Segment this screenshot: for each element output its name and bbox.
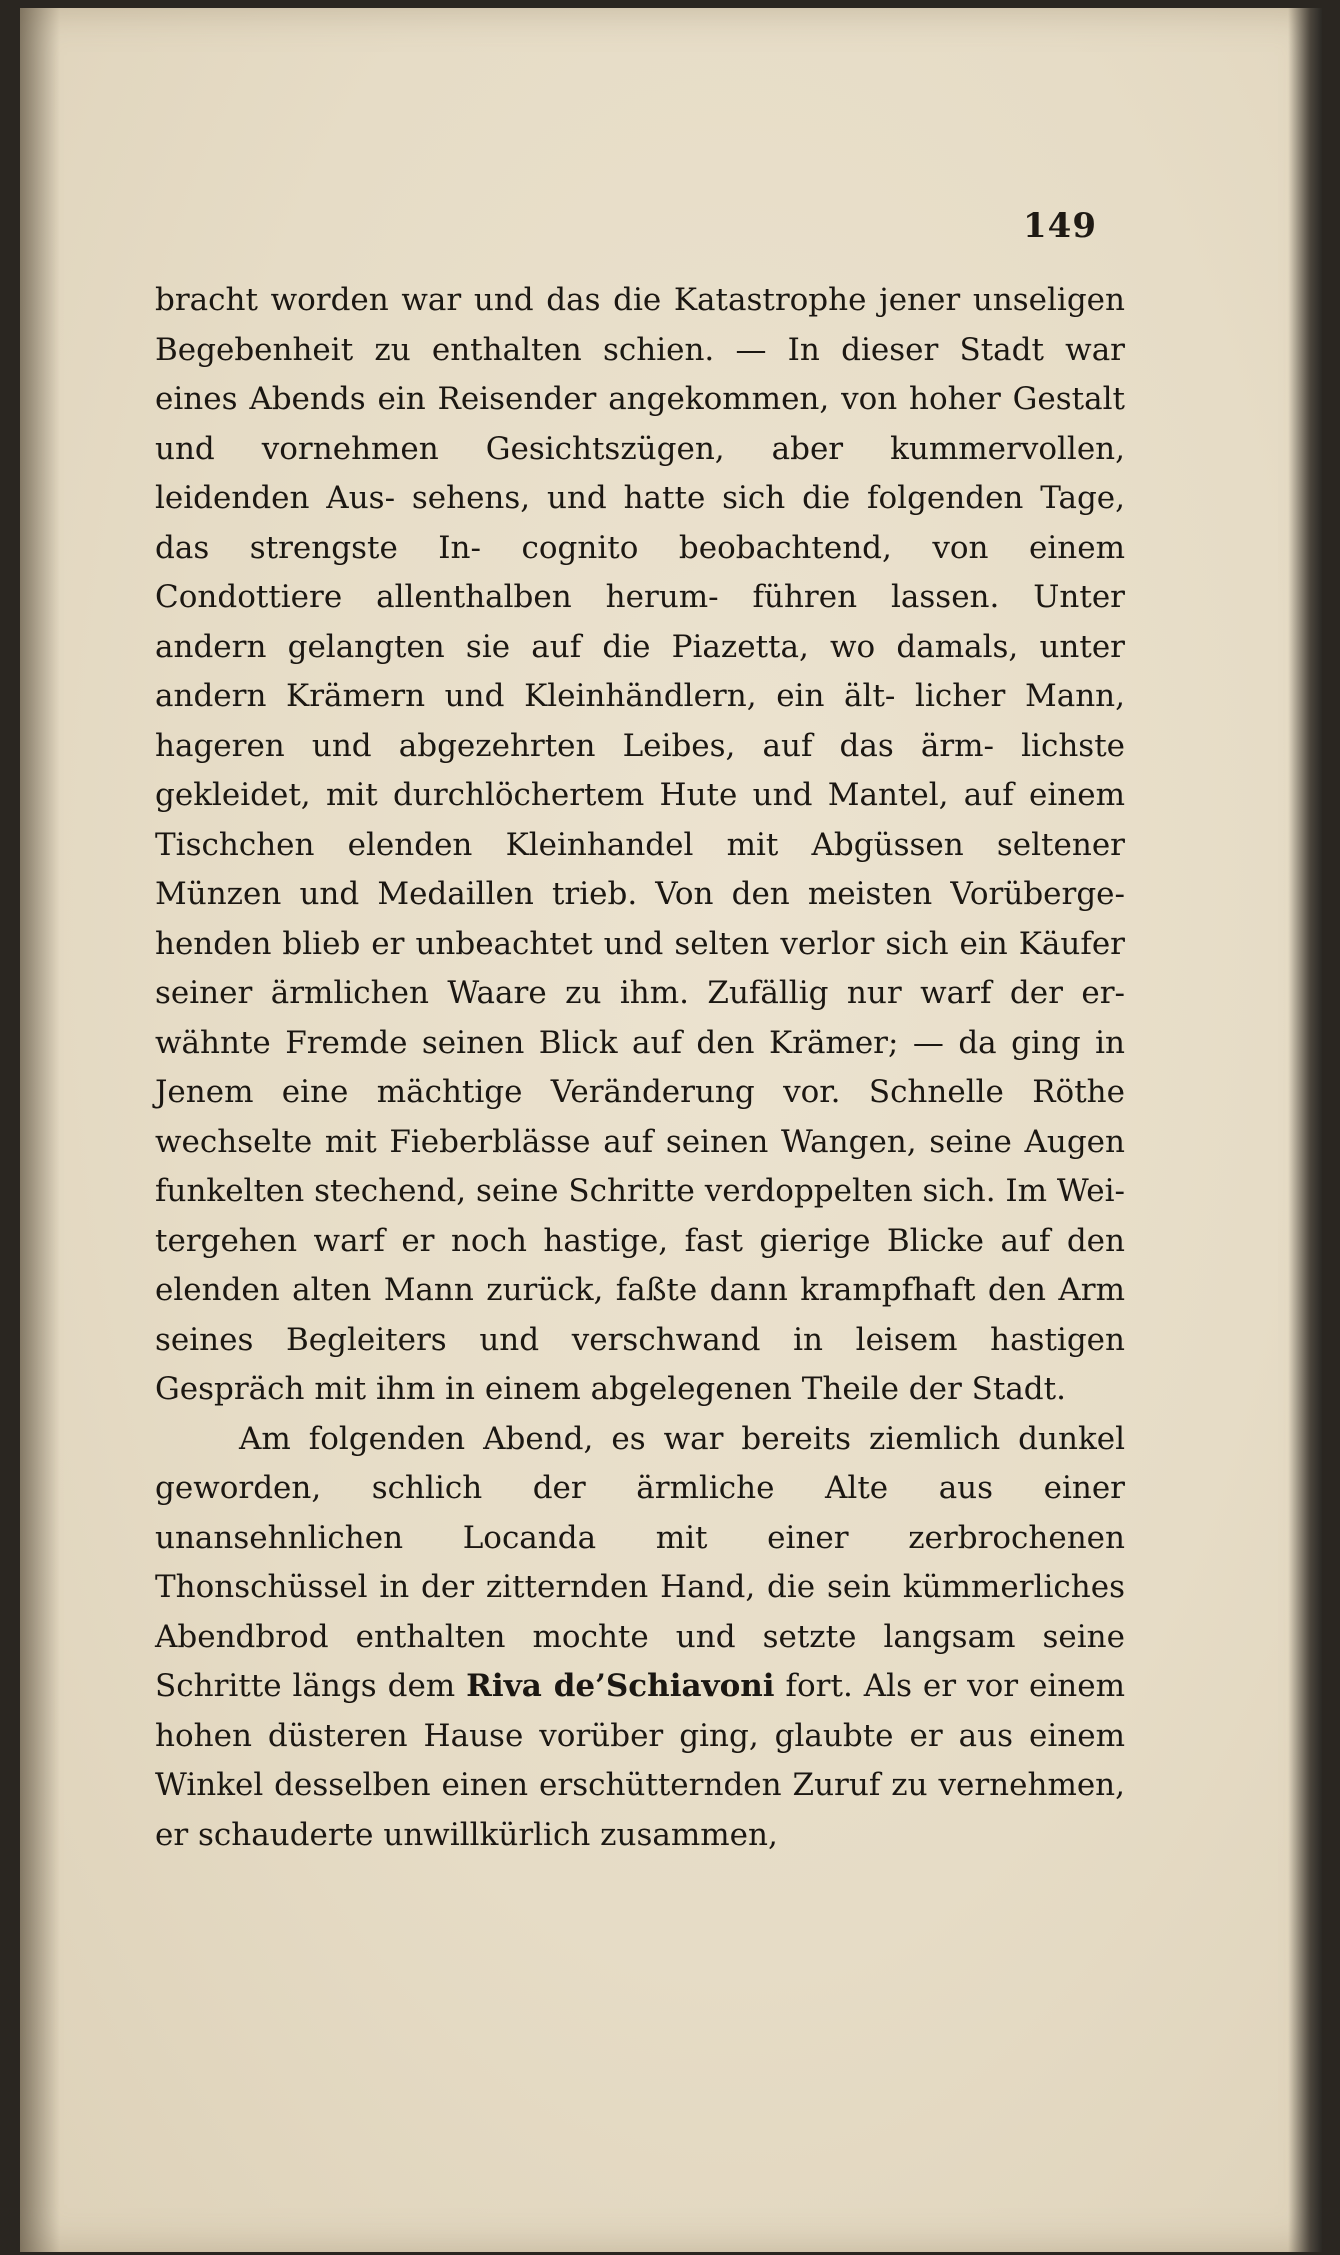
page-gutter-shadow	[20, 8, 60, 2252]
body-text	[155, 276, 1125, 1860]
paragraph-1: bracht worden war und das die Katastrophe jener unseligen Begebenheit zu enthalten schien. — In dieser Stadt war eines Abends ein Reisender angekommen, von hoher Gestalt und vornehmen Gesichtszügen, aber kummervollen, leidenden Aus- sehens, und hatte sich die folgenden Tage, das strengste In- cognito beobachtend, von einem Condottiere allenthalben herum- führen lassen. Unter andern gelangten sie auf die Piazetta, wo damals, unter andern Krämern und Kleinhändlern, ein ält- licher Mann, hageren und abgezehrten Leibes, auf das ärm- lichste gekleidet, mit durchlöchertem Hute und Mantel, auf einem Tischchen elenden Kleinhandel mit Abgüssen seltener Münzen und Medaillen trieb. Von den meisten Vorüberge- henden blieb er unbeachtet und selten verlor sich ein Käufer seiner ärmlichen Waare zu ihm. Zufällig nur warf der er- wähnte Fremde seinen Blick auf den Krämer; — da ging in Jenem eine mächtige Veränderung vor. Schnelle Röthe wechselte mit Fieberblässe auf seinen Wangen, seine Augen funkelten stechend, seine Schritte verdoppelten sich. Im Wei- tergehen warf er noch hastige, fast gierige Blicke auf den elenden alten Mann zurück, faßte dann krampfhaft den Arm seines Begleiters und verschwand in leisem hastigen Gespräch mit ihm in einem abgelegenen Theile der Stadt.	[155, 282, 1125, 1407]
paragraph-2-text-after: fort. Als er vor einem hohen düsteren Hause vorüber ging, glaubte er aus einem Winkel desselben einen erschütternden Zuruf zu vernehmen, er schauderte unwillkürlich zusammen,	[155, 1668, 1125, 1853]
paragraph-2	[155, 1415, 1125, 1861]
place-name-emphasis: Riva de’Schiavoni	[466, 1668, 775, 1704]
page-number: 149	[1023, 206, 1097, 246]
page-fore-edge	[1288, 8, 1322, 2252]
page-sheet	[20, 8, 1322, 2252]
paragraph-2-text-before: Am folgenden Abend, es war bereits ziemlich dunkel geworden, schlich der ärmliche Alte aus einer unansehnlichen Locanda mit einer zerbrochenen Thonschüssel in der zitternden Hand, die sein kümmerliches Abendbrod enthalten mochte und setzte langsam seine Schritte längs dem	[155, 1420, 1125, 1704]
